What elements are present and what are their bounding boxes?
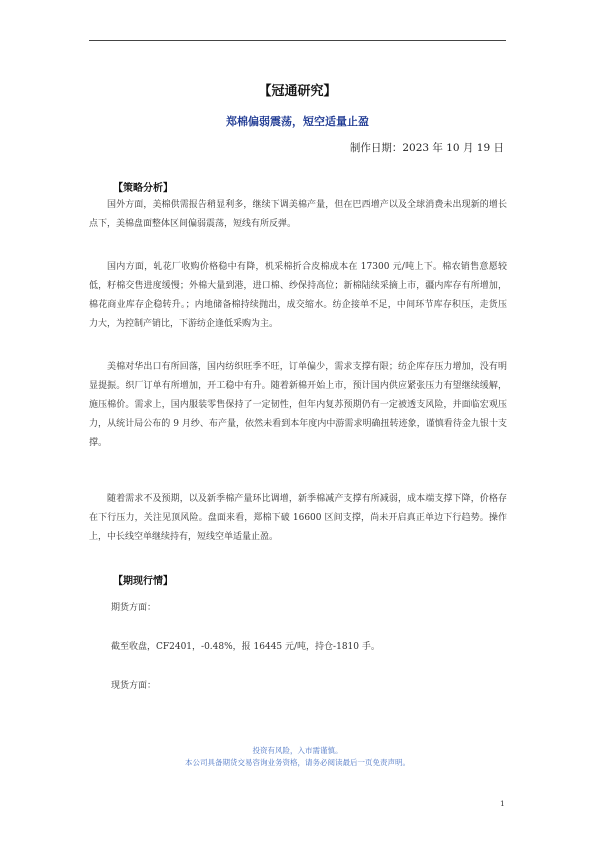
paragraph: 国内方面，轧花厂收购价格稳中有降，机采棉折合皮棉成本在 17300 元/吨上下。棉农销售意愿较低，籽棉交售进度缓慢；外棉大量到港，进口棉、纱保持高位；新棉陆续采摘上市，疆内库存有所增加，棉花商业库存企稳转升。；内地储备棉持续抛出，成交缩水。纺企接单不足，中间环节库存积压，走货压力大，为控制产销比，下游纺企逢低采购为主。 xyxy=(89,262,507,329)
paragraph: 美棉对华出口有所回落，国内纺织旺季不旺，订单偏少，需求支撑有限；纺企库存压力增加，没有明显提振。织厂订单有所增加，开工稳中有升。随着新棉开始上市，预计国内供应紧张压力有望继续缓解，施压棉价。需求上，国内服装零售保持了一定韧性，但年内复苏预期仍有一定被透支风险，并面临宏观压力，从统计局公布的 9 月纱、布产量，依然未看到本年度内中游需求明确扭转迹象，谨慎看待金九银十支撑。 xyxy=(89,362,507,448)
header-rule xyxy=(89,40,506,41)
futures-label: 期货方面： xyxy=(111,603,157,613)
section-heading-market: 【期现行情】 xyxy=(113,576,173,587)
disclaimer-footer xyxy=(0,745,595,769)
report-date: 制作日期：2023 年 10 月 19 日 xyxy=(349,142,504,154)
report-title: 【冠通研究】 xyxy=(258,84,337,99)
spot-label: 现货方面： xyxy=(111,681,157,691)
paragraph: 随着需求不及预期，以及新季棉产量环比调增，新季棉减产支撑有所减弱，成本端支撑下降，价格存在下行压力，关注见顶风险。盘面来看，郑棉下破 16600 区间支撑，尚未开启真正单边下行趋势。操作上，中长线空单继续持有，短线空单适量止盈。 xyxy=(89,494,507,542)
section-heading-strategy: 【策略分析】 xyxy=(113,183,173,194)
disclaimer-note: 本公司具备期货交易咨询业务资格，请务必阅读最后一页免责声明。 xyxy=(185,758,410,767)
page-number: 1 xyxy=(500,799,505,808)
paragraph: 国外方面，美棉供需报告稍显利多，继续下调美棉产量，但在巴西增产以及全球消费未出现新的增长点下，美棉盘面整体区间偏弱震荡，短线有所反弹。 xyxy=(89,200,507,229)
futures-quote: 截至收盘，CF2401，-0.48%，报 16445 元/吨，持仓-1810 手。 xyxy=(111,642,380,652)
report-subtitle: 郑棉偏弱震荡，短空适量止盈 xyxy=(226,115,369,128)
risk-warning: 投资有风险，入市需谨慎。 xyxy=(252,746,343,755)
